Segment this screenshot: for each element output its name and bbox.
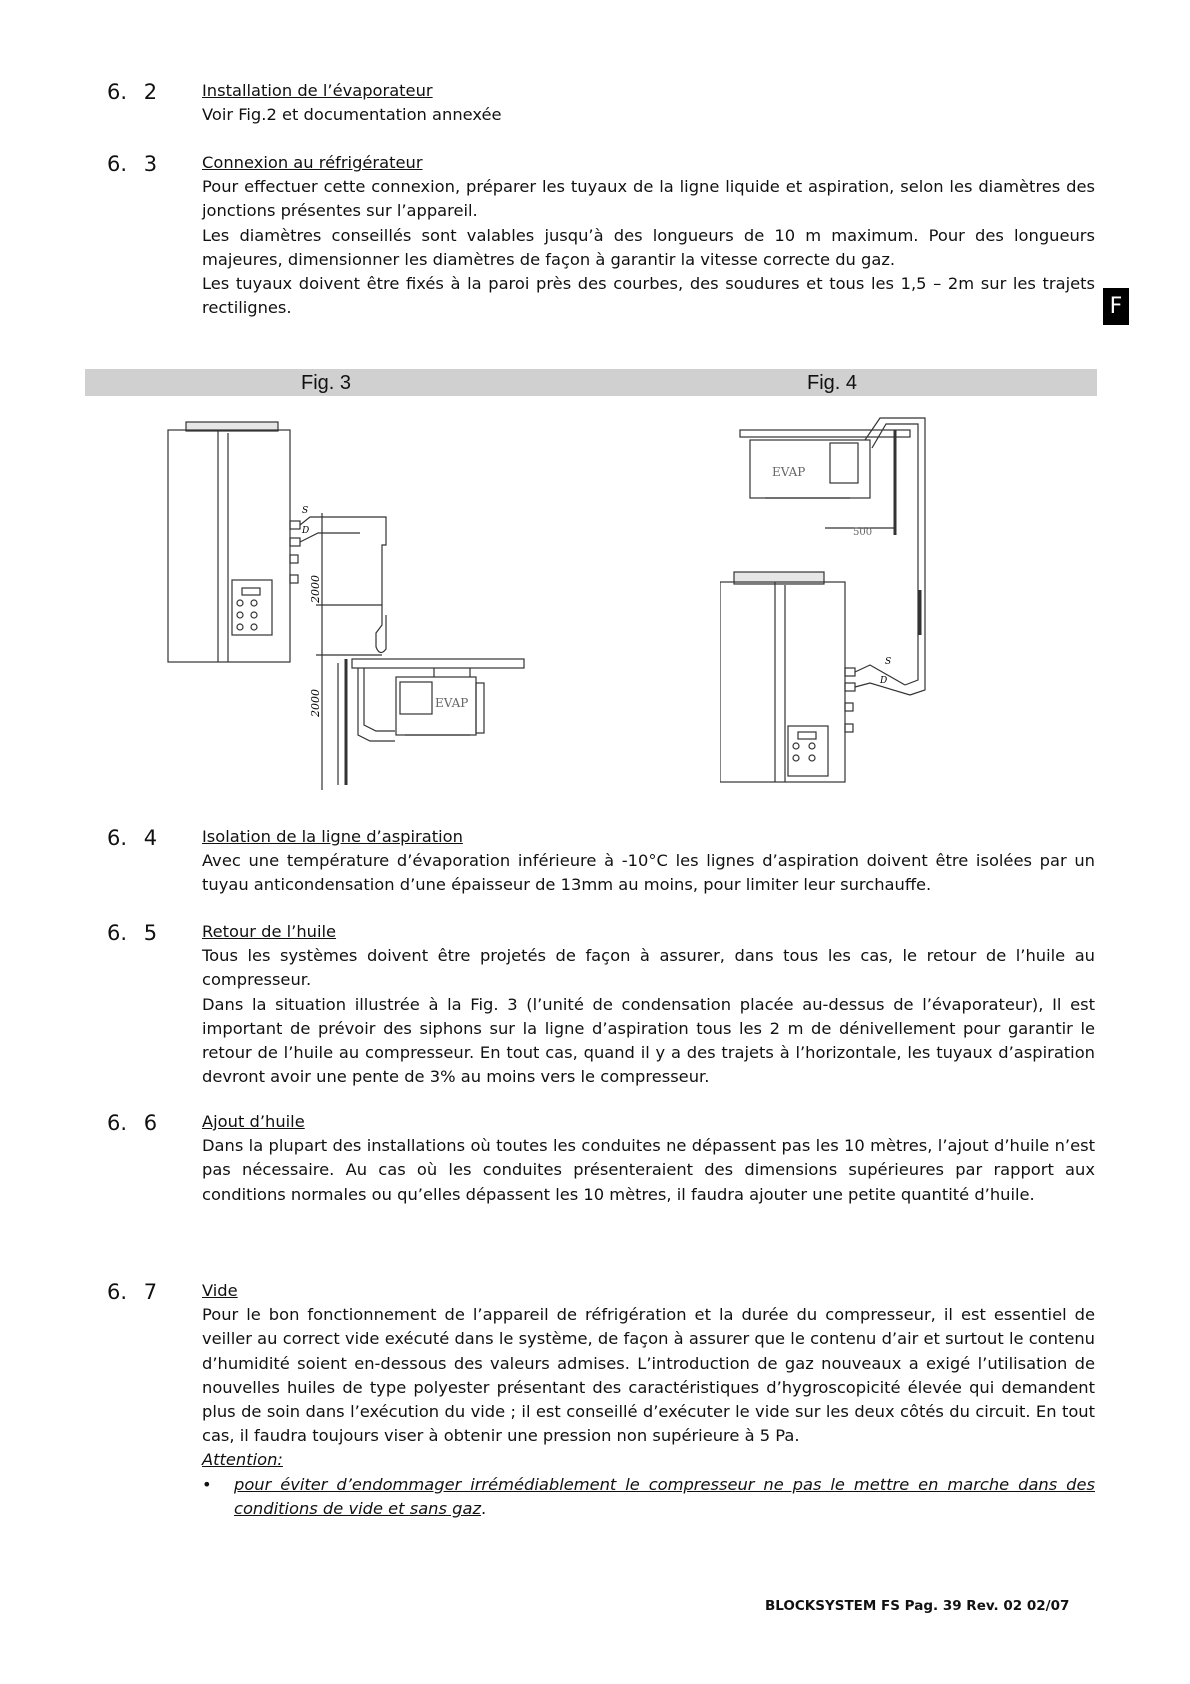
section-title: Ajout d’huile <box>202 1112 305 1131</box>
fig4-s-label: S <box>885 657 892 667</box>
paragraph: Les tuyaux doivent être fixés à la paroi près des courbes, des soudures et tous les 1,5 – 2m sur les trajets rectilignes. <box>202 274 1095 318</box>
fig3-dim-upper: 2000 <box>309 575 322 603</box>
fig4-diagram <box>720 400 990 790</box>
fig4-label: Fig. 4 <box>807 372 858 394</box>
fig3-evap-label: EVAP <box>435 696 469 710</box>
fig3-diagram <box>150 405 550 790</box>
bullet-end: . <box>481 1498 487 1518</box>
bullet-text: pour éviter d’endommager irrémédiablement le compresseur ne pas le mettre en marche dans des conditions de vide et sans gaz <box>234 1474 1095 1518</box>
section-title: Retour de l’huile <box>202 922 337 941</box>
section-number: 6. 4 <box>107 826 158 850</box>
section-title: Vide <box>202 1281 238 1300</box>
attention-label: Attention: <box>202 1450 283 1470</box>
fig3-dim-lower: 2000 <box>309 689 322 717</box>
fig4-evap-label: EVAP <box>772 465 806 479</box>
paragraph: Tous les systèmes doivent être projetés de façon à assurer, dans tous les cas, le retour de l’huile au compresseur. <box>202 946 1095 990</box>
fig3-s-label: S <box>302 506 309 516</box>
paragraph: Dans la situation illustrée à la Fig. 3 (l’unité de condensation placée au-dessus de l’évaporateur), Il est important de prévoir des siphons sur la ligne d’aspiration tous les 2 m de dénivellement pour garantir le retour de l’huile au compresseur. En tout cas, quand il y a des trajets à l’horizontale, les tuyaux d’aspiration devront avoir une pente de 3% au moins vers le compresseur. <box>202 994 1095 1087</box>
figure-caption-bar <box>85 369 1097 396</box>
paragraph: Pour le bon fonctionnement de l’appareil de réfrigération et la durée du compresseur, il est essentiel de veiller au correct vide exécuté dans le système, de façon à assurer que le contenu d’air et surtout le contenu d’humidité soient en-dessous des valeurs admises. L’introduction de gaz nouveaux a exigé l’utilisation de nouvelles huiles de type polyester présentant des caractéristiques d’hygroscopicité élevée qui demandent plus de soin dans l’exécution du vide ; il est conseillé d’exécuter le vide sur les deux côtés du circuit. En tout cas, il faudra toujours viser à obtenir une pression non supérieure à 5 Pa. <box>202 1305 1095 1446</box>
section-number: 6. 3 <box>107 152 158 176</box>
section-title: Isolation de la ligne d’aspiration <box>202 827 463 846</box>
section-number: 6. 7 <box>107 1280 158 1304</box>
paragraph: Voir Fig.2 et documentation annexée <box>202 105 502 125</box>
bullet-icon: • <box>202 1474 212 1494</box>
section-title: Installation de l’évaporateur <box>202 81 433 100</box>
paragraph: Pour effectuer cette connexion, préparer les tuyaux de la ligne liquide et aspiration, selon les diamètres des jonctions présentes sur l’appareil. <box>202 177 1095 221</box>
fig3-d-label: D <box>302 526 310 536</box>
fig4-d-label: D <box>880 676 888 686</box>
paragraph: Les diamètres conseillés sont valables jusqu’à des longueurs de 10 m maximum. Pour des longueurs majeures, dimensionner les diamètres de façon à garantir la vitesse correcte du gaz. <box>202 225 1095 269</box>
section-number: 6. 2 <box>107 80 158 104</box>
paragraph: Dans la plupart des installations où toutes les conduites ne dépassent pas les 10 mètres, l’ajout d’huile n’est pas nécessaire. Au cas où les conduites présenteraient des dimensions supérieures par rapport aux conditions normales ou qu’elles dépassent les 10 mètres, il faudra ajouter une petite quantité d’huile. <box>202 1136 1095 1204</box>
fig3-label: Fig. 3 <box>301 372 352 394</box>
paragraph: Avec une température d’évaporation inférieure à -10°C les lignes d’aspiration doivent être isolées par un tuyau anticondensation d’une épaisseur de 13mm au moins, pour limiter leur surchauffe. <box>202 851 1095 895</box>
section-number: 6. 6 <box>107 1111 158 1135</box>
bullet-item <box>202 1473 1095 1521</box>
language-tab: F <box>1103 288 1129 325</box>
section-number: 6. 5 <box>107 921 158 945</box>
section-title: Connexion au réfrigérateur <box>202 153 423 172</box>
fig4-dim-label: 500 <box>853 527 873 538</box>
page-footer: BLOCKSYSTEM FS Pag. 39 Rev. 02 02/07 <box>765 1598 1070 1614</box>
